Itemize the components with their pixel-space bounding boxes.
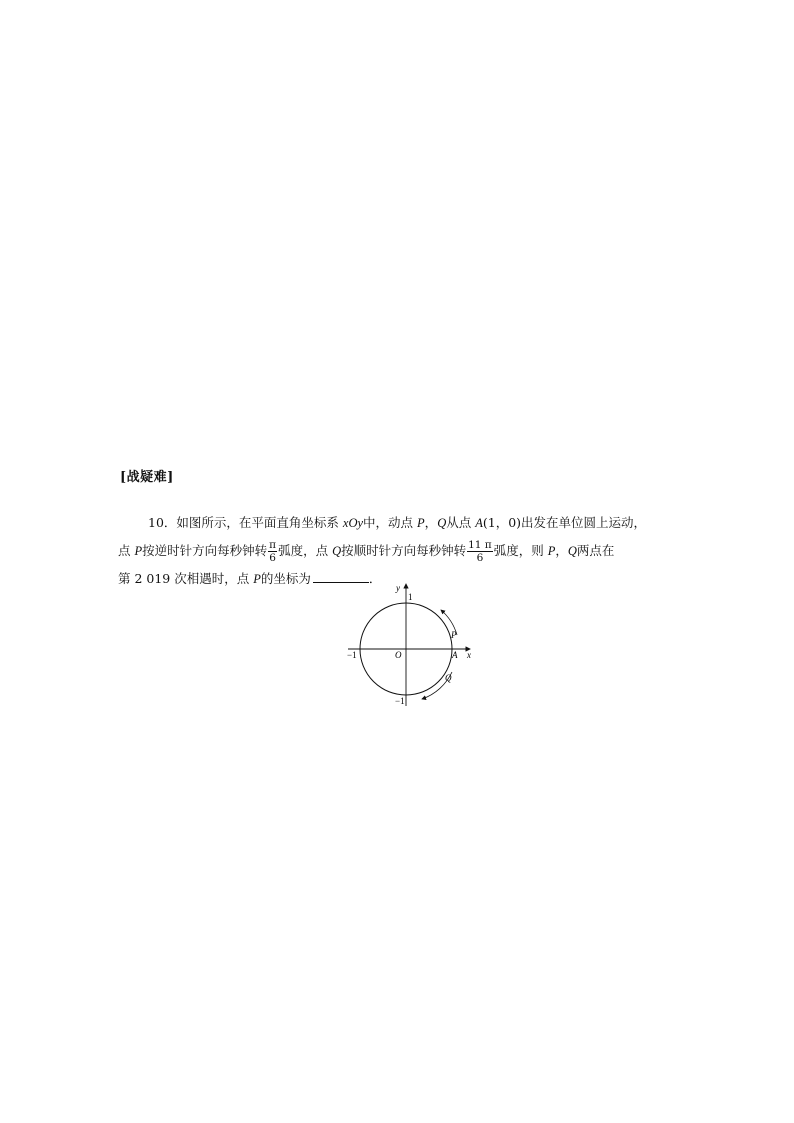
problem-text: 从点 bbox=[446, 515, 472, 530]
problem-text: 两点在 bbox=[576, 543, 615, 558]
problem-text: 10．如图所示，在平面直角坐标系 bbox=[148, 515, 339, 530]
var-p: P bbox=[417, 516, 425, 530]
problem-text: 按逆时针方向每秒钟转 bbox=[142, 543, 268, 558]
problem-text: ． bbox=[368, 571, 382, 586]
tick-label-left: −1 bbox=[347, 650, 357, 660]
fraction-numerator: π bbox=[269, 539, 277, 551]
problem-text: 出发在单位圆上运动， bbox=[521, 515, 647, 530]
problem-line-2 bbox=[118, 537, 688, 565]
origin-label: O bbox=[395, 650, 402, 660]
problem-text: 弧度，则 bbox=[493, 543, 544, 558]
problem-text: 第 2 019 次相遇时，点 bbox=[118, 571, 250, 586]
var-p: P bbox=[253, 572, 261, 586]
var-xoy: xOy bbox=[342, 516, 364, 530]
fraction-denominator: 6 bbox=[269, 552, 276, 564]
problem-text: ， bbox=[424, 515, 438, 530]
tick-label-top: 1 bbox=[408, 592, 413, 602]
point-a-label: A bbox=[452, 650, 458, 660]
var-q: Q bbox=[332, 544, 342, 558]
problem-text: ， bbox=[555, 543, 568, 558]
point-p-label: P bbox=[451, 630, 457, 640]
tick-label-bottom: −1 bbox=[395, 696, 405, 706]
var-p: P bbox=[134, 544, 143, 558]
var-q: Q bbox=[567, 544, 577, 558]
fraction-pi-over-6 bbox=[268, 539, 277, 564]
x-axis-label: x bbox=[467, 650, 471, 660]
problem-text: 按顺时针方向每秒钟转 bbox=[341, 543, 467, 558]
var-p: P bbox=[547, 544, 556, 558]
problem-text: 点 bbox=[118, 543, 131, 558]
var-q: Q bbox=[437, 516, 447, 530]
problem-line-1 bbox=[118, 509, 688, 537]
unit-circle-figure bbox=[340, 580, 480, 710]
point-q-label: Q bbox=[445, 673, 452, 683]
fraction-denominator: 6 bbox=[476, 552, 484, 564]
section-heading: [战疑难] bbox=[120, 470, 174, 485]
fraction-numerator: 11 π bbox=[468, 539, 492, 551]
problem-text: 弧度，点 bbox=[278, 543, 329, 558]
problem-text: 的坐标为 bbox=[260, 571, 311, 586]
y-axis-label: y bbox=[396, 583, 400, 593]
var-a: A bbox=[475, 516, 483, 530]
point-a-coords: (1，0) bbox=[482, 515, 522, 530]
problem-text: 中，动点 bbox=[363, 515, 414, 530]
fraction-11pi-over-6 bbox=[467, 539, 493, 564]
